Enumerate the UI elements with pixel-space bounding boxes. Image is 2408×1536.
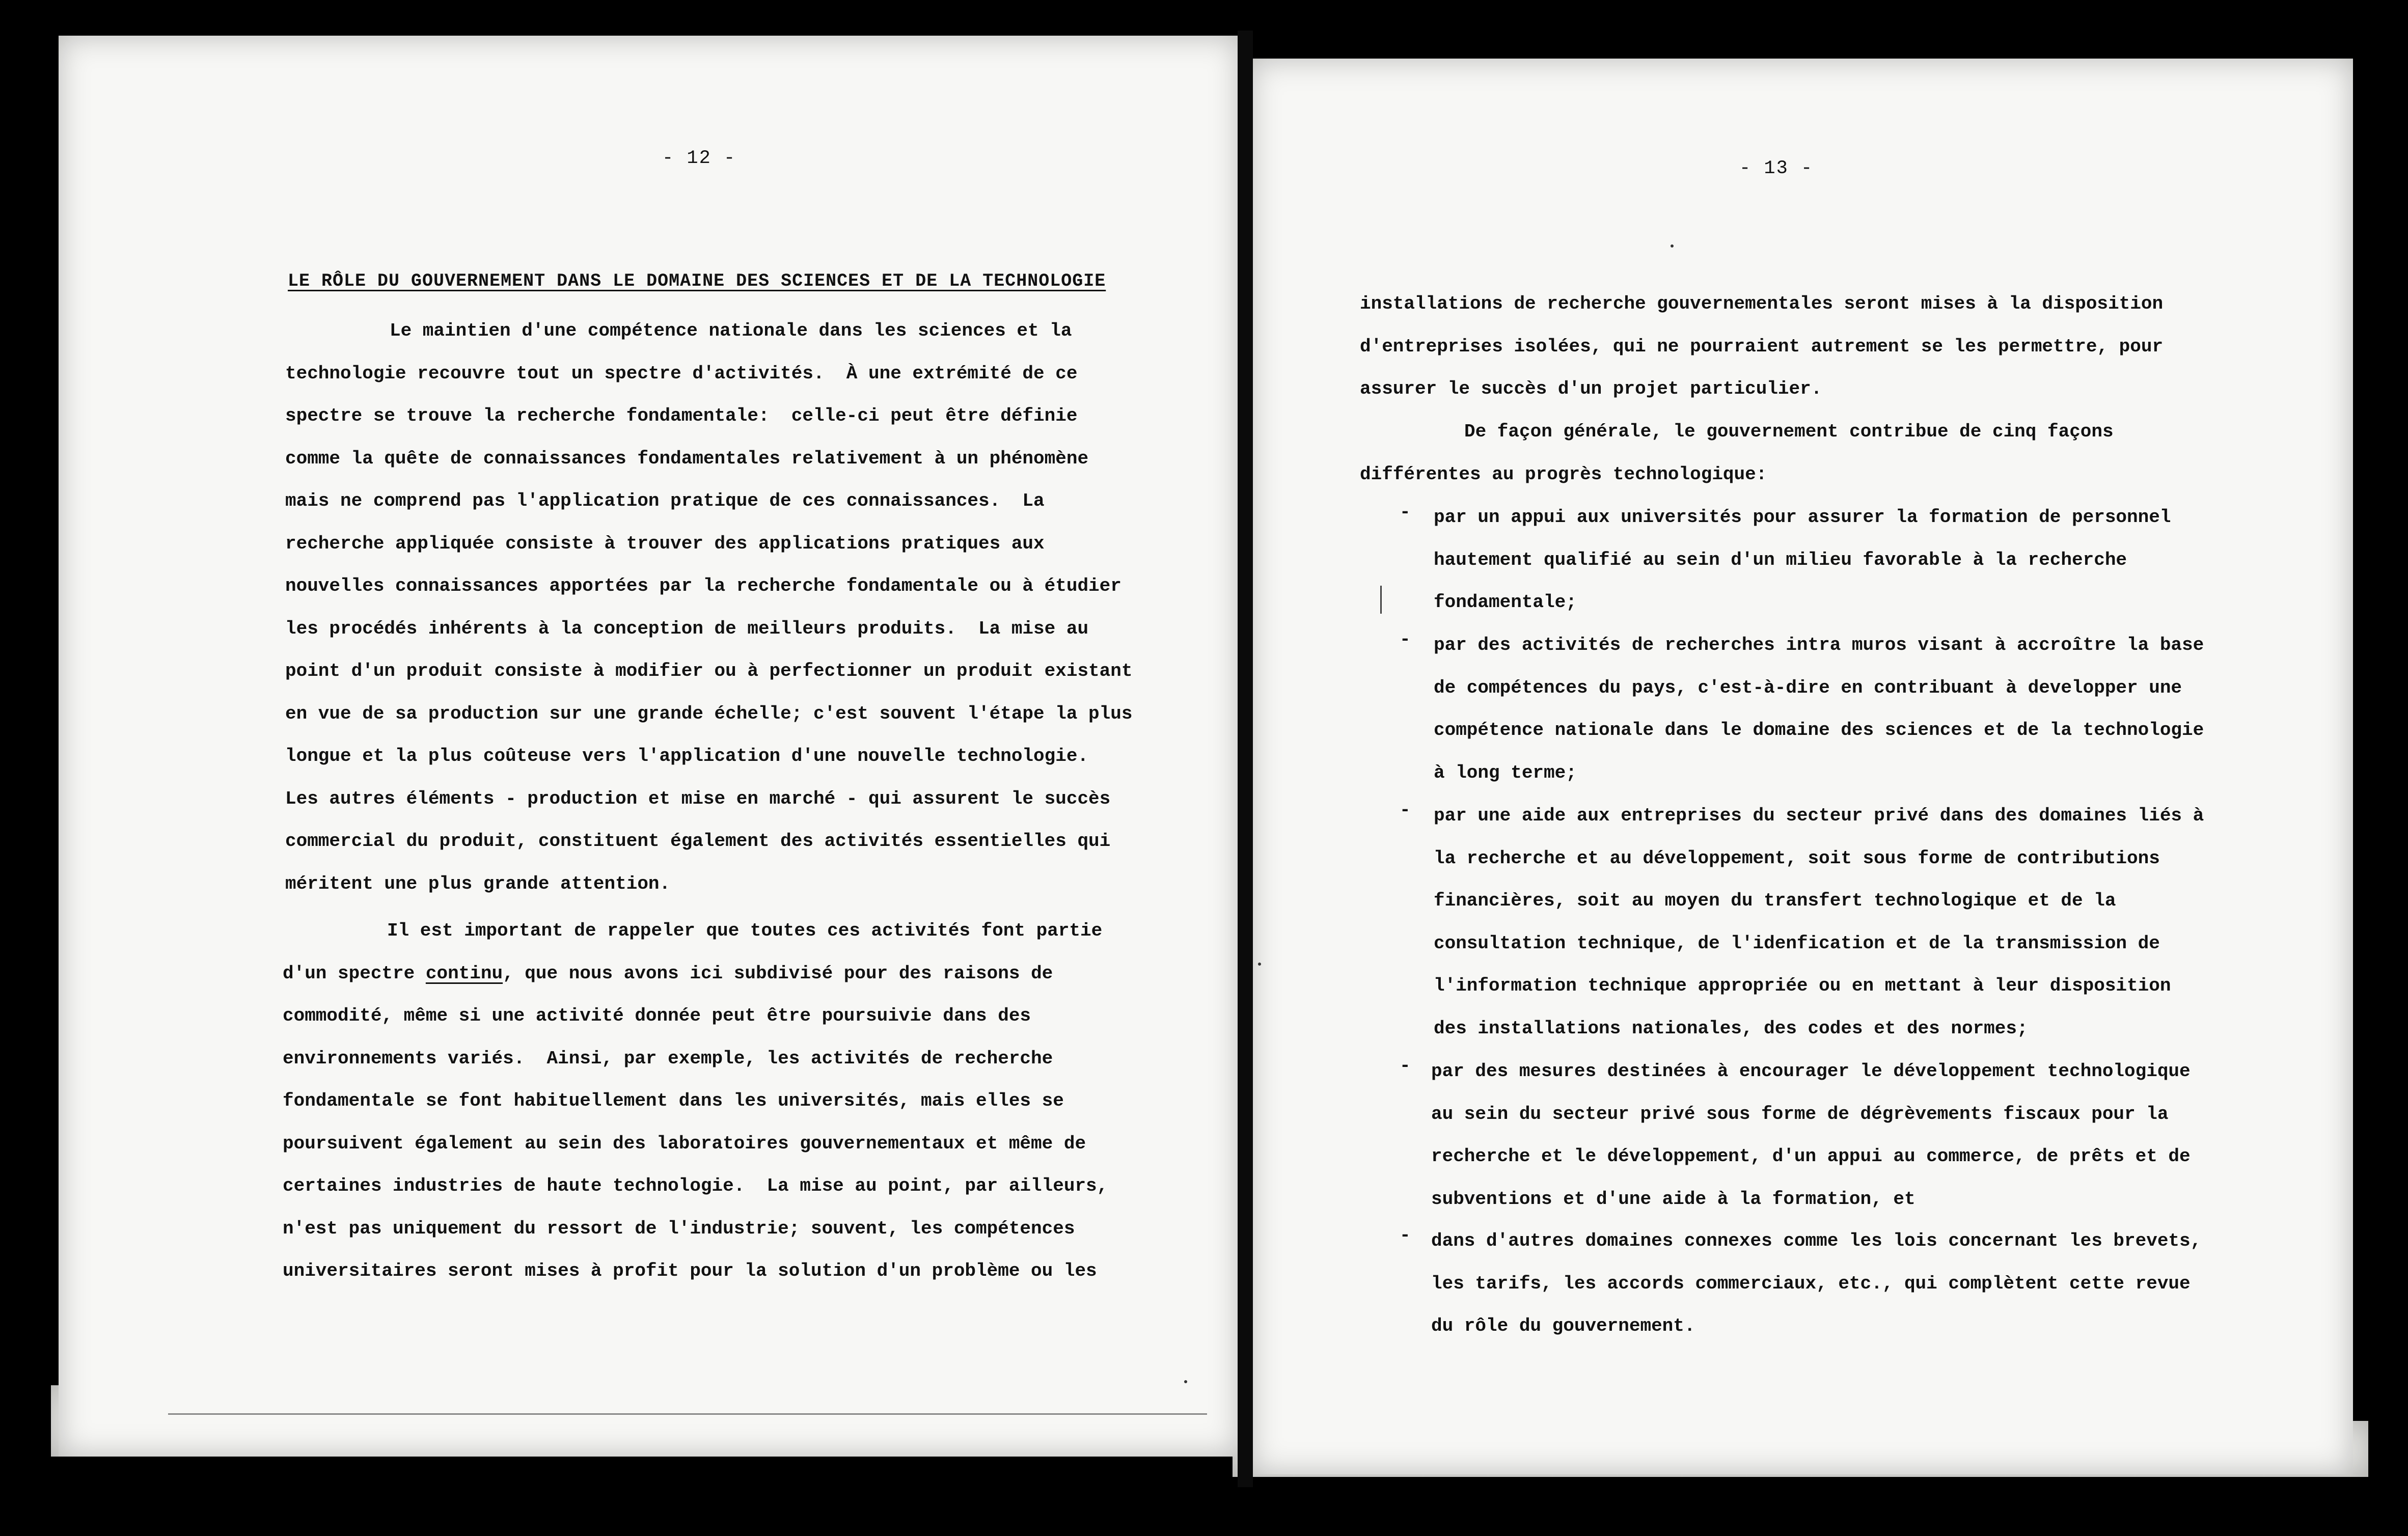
text-line: certaines industries de haute technologie. La mise au point, par ailleurs, [283, 1175, 1108, 1196]
page-number-12: - 12 - [662, 148, 736, 169]
text-line: point d'un produit consiste à modifier ou à perfectionner un produit existant [285, 661, 1133, 681]
text-line: à long terme; [1434, 762, 1577, 783]
text-line: d'entreprises isolées, qui ne pourraient autrement se les permettre, pour [1360, 336, 2164, 357]
bullet-dash: - [1400, 1055, 1411, 1076]
text-line: par des mesures destinées à encourager le développement technologique [1431, 1061, 2191, 1082]
text-line: méritent une plus grande attention. [285, 873, 671, 894]
text-line: Les autres éléments - production et mise en marché - qui assurent le succès [285, 788, 1111, 809]
text-line: en vue de sa production sur une grande échelle; c'est souvent l'étape la plus [285, 703, 1133, 724]
text-line: poursuivent également au sein des laboratoires gouvernementaux et même de [283, 1133, 1086, 1154]
page-bottom-rule [168, 1413, 1207, 1415]
text-line: du rôle du gouvernement. [1431, 1315, 1695, 1336]
text-line: comme la quête de connaissances fondamentales relativement à un phénomène [285, 448, 1089, 469]
text-line: par un appui aux universités pour assurer la formation de personnel [1434, 507, 2171, 528]
left-paragraph-2 [283, 910, 1159, 1293]
bullet-item-5 [1431, 1220, 2215, 1348]
bullet-dash: - [1400, 1225, 1411, 1246]
text-line: longue et la plus coûteuse vers l'application d'une nouvelle technologie. [285, 746, 1089, 766]
text-line: la recherche et au développement, soit sous forme de contributions [1434, 847, 2160, 869]
text-line: subventions et d'une aide à la formation, et [1431, 1188, 1916, 1210]
text-line: De façon générale, le gouvernement contribue de cinq façons [1464, 421, 2114, 442]
text-line: technologie recouvre tout un spectre d'activités. À une extrémité de ce [285, 363, 1078, 384]
text-line: de compétences du pays, c'est-à-dire en contribuant à developper une [1434, 677, 2182, 698]
scan-speck [1258, 963, 1261, 966]
scan-mark [1380, 586, 1382, 614]
bullet-item-4 [1431, 1050, 2215, 1220]
text-segment: , que nous avons ici subdivisé pour des raisons de [503, 963, 1053, 984]
page-number-13: - 13 - [1739, 158, 1814, 179]
text-line: dans d'autres domaines connexes comme les lois concernant les brevets, [1431, 1230, 2202, 1251]
text-line: universitaires seront mises à profit pour la solution d'un problème ou les [283, 1260, 1097, 1281]
text-line: hautement qualifié au sein d'un milieu favorable à la recherche [1434, 549, 2127, 570]
text-line: financières, soit au moyen du transfert technologique et de la [1434, 890, 2116, 911]
text-line: les tarifs, les accords commerciaux, etc., qui complètent cette revue [1431, 1273, 2191, 1294]
text-line: installations de recherche gouvernementales seront mises à la disposition [1360, 293, 2164, 314]
text-line: l'information technique appropriée ou en mettant à leur disposition [1434, 975, 2171, 996]
text-line: au sein du secteur privé sous forme de dégrèvements fiscaux pour la [1431, 1103, 2169, 1124]
text-line: consultation technique, de l'idenfication et de la transmission de [1434, 932, 2160, 954]
bullet-dash: - [1400, 629, 1411, 650]
text-line: recherche appliquée consiste à trouver des applications pratiques aux [285, 533, 1045, 554]
book-gutter [1238, 31, 1253, 1487]
scan-border-top [0, 0, 2408, 36]
text-line: environnements variés. Ainsi, par exemple, les activités de recherche [283, 1048, 1053, 1069]
bullet-dash: - [1400, 800, 1411, 820]
text-line: assurer le succès d'un projet particulier. [1360, 378, 1822, 399]
text-line: les procédés inhérents à la conception de meilleurs produits. La mise au [285, 618, 1089, 639]
text-line: mais ne comprend pas l'application pratique de ces connaissances. La [285, 490, 1045, 511]
text-line: n'est pas uniquement du ressort de l'industrie; souvent, les compétences [283, 1218, 1075, 1239]
text-line: fondamentale; [1434, 592, 1577, 613]
text-line: différentes au progrès technologique: [1360, 463, 1767, 485]
scan-speck [1671, 244, 1674, 248]
right-intro [1360, 410, 2215, 496]
text-segment: d'un spectre [283, 963, 426, 984]
text-line [283, 952, 1159, 995]
underlined-word: continu [425, 963, 503, 984]
text-line: commercial du produit, constituent également des activités essentielles qui [285, 831, 1111, 852]
text-line: commodité, même si une activité donnée peut être poursuivie dans des [283, 1005, 1031, 1026]
text-line: par des activités de recherches intra muros visant à accroître la base [1434, 635, 2204, 655]
bullet-item-3 [1434, 794, 2218, 1050]
scan-speck [1184, 1380, 1187, 1383]
text-line: compétence nationale dans le domaine des sciences et de la technologie [1434, 720, 2204, 740]
text-line: des installations nationales, des codes et des normes; [1434, 1018, 2028, 1039]
text-line: nouvelles connaissances apportées par la recherche fondamentale ou à étudier [285, 575, 1121, 596]
text-line: par une aide aux entreprises du secteur privé dans des domaines liés à [1434, 805, 2204, 826]
right-continuation [1360, 283, 2215, 410]
bullet-dash: - [1400, 502, 1411, 523]
left-paragraph-1 [285, 310, 1161, 905]
text-line: spectre se trouve la recherche fondamentale: celle-ci peut être définie [285, 405, 1078, 426]
text-line: fondamentale se font habituellement dans les universités, mais elles se [283, 1090, 1064, 1111]
bullet-item-1 [1434, 496, 2218, 624]
section-heading: LE RÔLE DU GOUVERNEMENT DANS LE DOMAINE DES SCIENCES ET DE LA TECHNOLOGIE [288, 271, 1106, 291]
text-line: Le maintien d'une compétence nationale dans les sciences et la [390, 320, 1072, 341]
text-line: Il est important de rappeler que toutes ces activités font partie [387, 920, 1103, 941]
text-line: recherche et le développement, d'un appui au commerce, de prêts et de [1431, 1146, 2191, 1167]
bullet-item-2 [1434, 624, 2218, 794]
